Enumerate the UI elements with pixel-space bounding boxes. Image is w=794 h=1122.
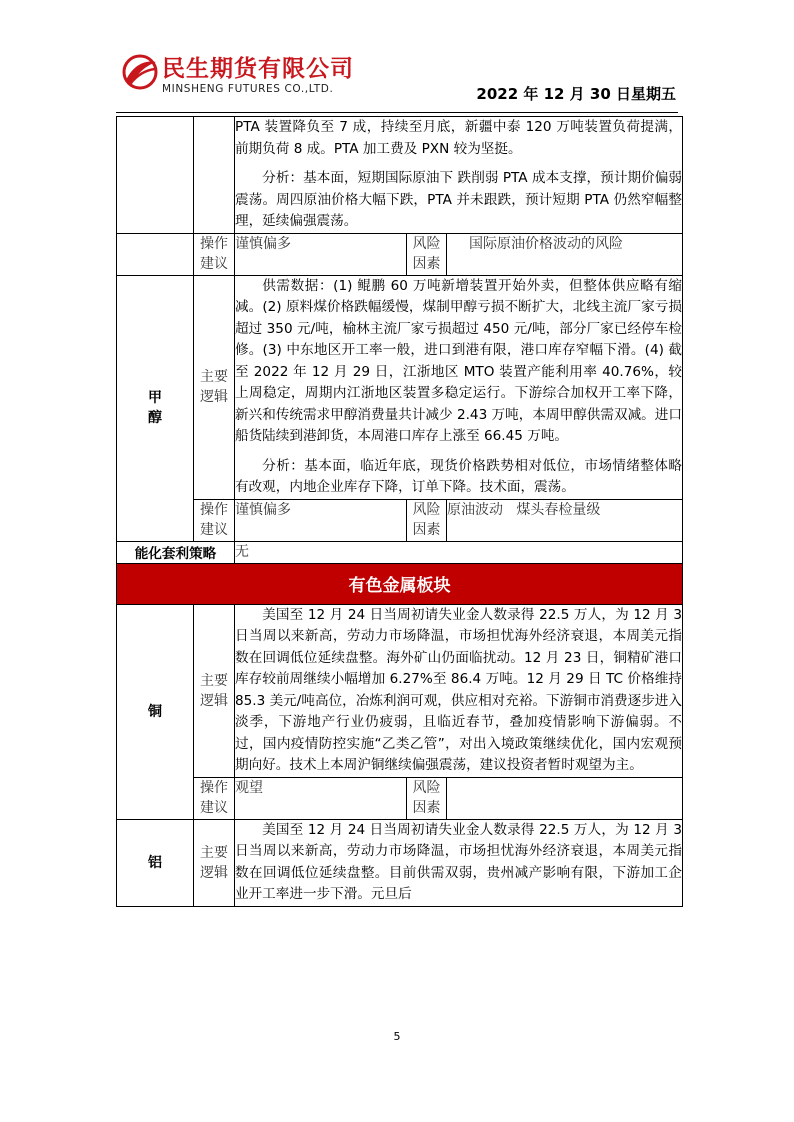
copper-logic-cell — [235, 604, 683, 777]
pta-logic-label-cell — [194, 117, 235, 234]
company-name-cn: 民生期货有限公司 — [162, 56, 354, 82]
pta-risk-label: 风险因素 — [407, 233, 447, 275]
copper-operation-row — [117, 777, 683, 819]
pta-logic-paragraph-2: 分析：基本面，短期国际原油下 跌削弱 PTA 成本支撑，预计期价偏弱震荡。周四原油价格大幅下跌，PTA 并未跟跌，预计短期 PTA 仍然窄幅整理，延续偏强震荡。 — [235, 170, 682, 229]
company-name-en: MINSHENG FUTURES CO.,LTD. — [162, 83, 334, 95]
methanol-name — [117, 275, 194, 541]
aluminum-logic-label: 主要逻辑 — [194, 819, 235, 906]
pta-logic-row — [117, 117, 683, 234]
methanol-risk-value: 原油波动 煤头春检量级 — [447, 499, 683, 541]
copper-logic-paragraph-1: 美国至 12 月 24 日当周初请失业金人数录得 22.5 万人，为 12 月 3 日当周以来新高，劳动力市场降温，市场担忧海外经济衰退，本周美元指数在回调低位延续盘整。海外矿山仍面临扰动。12 月 23 日，铜精矿港口库存较前周继续小幅增加 6.27%至 86.4 万吨。12 月 29 日 TC 价格维持 85.3 美元/吨高位，冶炼利润可观，供应相对充裕。下游铜市消费逐步进入淡季，下游地产行业仍疲弱，且临近春节，叠加疫情影响下游偏弱。不过，国内疫情防控实施“乙类乙管”，对出入境政策继续优化，国内宏观预期向好。技术上本周沪铜继续偏强震荡，建议投资者暂时观望为主。 — [235, 606, 682, 773]
section-banner-row — [117, 563, 683, 604]
section-banner: 有色金属板块 — [117, 563, 683, 604]
logo-swoosh-icon — [122, 54, 158, 90]
aluminum-logic-paragraph-1: 美国至 12 月 24 日当周初请失业金人数录得 22.5 万人，为 12 月 3 日当周以来新高，劳动力市场降温，市场担忧海外经济衰退，本周美元指数在回调低位延续盘整。目前供需双弱，贵州减产影响有限，下游加工企业开工率进一步下滑。元旦后 — [235, 821, 682, 902]
methanol-operation-row — [117, 499, 683, 541]
arbitrage-value: 无 — [235, 541, 683, 563]
pta-operation-label: 操作建议 — [194, 233, 235, 275]
arbitrage-label: 能化套利策略 — [117, 541, 235, 563]
copper-risk-label: 风险因素 — [407, 777, 447, 819]
pta-name-cell — [117, 117, 194, 234]
pta-logic-cell — [235, 117, 683, 234]
methanol-operation-value: 谨慎偏多 — [235, 499, 407, 541]
commodity-table — [116, 116, 683, 907]
methanol-logic-paragraph-2: 分析：基本面，临近年底，现货价格跌势相对低位，市场情绪整体略有改观，内地企业库存下降，订单下降。技术面，震荡。 — [235, 457, 682, 495]
pta-risk-value: 国际原油价格波动的风险 — [447, 233, 683, 275]
copper-operation-value: 观望 — [235, 777, 407, 819]
copper-name: 铜 — [117, 604, 194, 819]
header-rule — [116, 112, 678, 113]
report-date: 2022 年 12 月 30 日星期五 — [476, 85, 676, 103]
copper-logic-label: 主要逻辑 — [194, 604, 235, 777]
copper-operation-label: 操作建议 — [194, 777, 235, 819]
pta-name-cell-2 — [117, 233, 194, 275]
pta-operation-row — [117, 233, 683, 275]
copper-logic-row — [117, 604, 683, 777]
arbitrage-row — [117, 541, 683, 563]
pta-logic-paragraph-1: PTA 装置降负至 7 成，持续至月底，新疆中泰 120 万吨装置负荷提满，前期负荷 8 成。PTA 加工费及 PXN 较为坚挺。 — [235, 119, 682, 157]
methanol-logic-cell — [235, 275, 683, 499]
page-number: 5 — [393, 1030, 401, 1043]
methanol-name-text: 甲醇 — [148, 390, 162, 426]
methanol-logic-row — [117, 275, 683, 499]
pta-operation-value: 谨慎偏多 — [235, 233, 407, 275]
methanol-logic-paragraph-1: 供需数据：(1) 鲲鹏 60 万吨新增装置开始外卖，但整体供应略有缩减。(2) 原料煤价格跌幅缓慢，煤制甲醇亏损不断扩大，北线主流厂家亏损超过 350 元/吨，榆林主流厂家亏损超过 450 元/吨，部分厂家已经停车检修。(3) 中东地区开工率一般，进口到港有限，港口库存窄幅下滑。(4) 截至 2022 年 12 月 29 日，江浙地区 MTO 装置产能利用率 40.76%，较上周稳定，周期内江浙地区装置多稳定运行。下游综合加权开工率下降，新兴和传统需求甲醇消费量共计减少 2.43 万吨，本周甲醇供需双减。进口船货陆续到港卸货，本周港口库存上涨至 66.45 万吨。 — [235, 277, 682, 444]
methanol-risk-label: 风险因素 — [407, 499, 447, 541]
methanol-logic-label: 主要逻辑 — [194, 275, 235, 499]
aluminum-logic-cell — [235, 819, 683, 906]
aluminum-logic-row — [117, 819, 683, 906]
copper-risk-value — [447, 777, 683, 819]
aluminum-name: 铝 — [117, 819, 194, 906]
page-header — [0, 0, 794, 120]
methanol-operation-label: 操作建议 — [194, 499, 235, 541]
